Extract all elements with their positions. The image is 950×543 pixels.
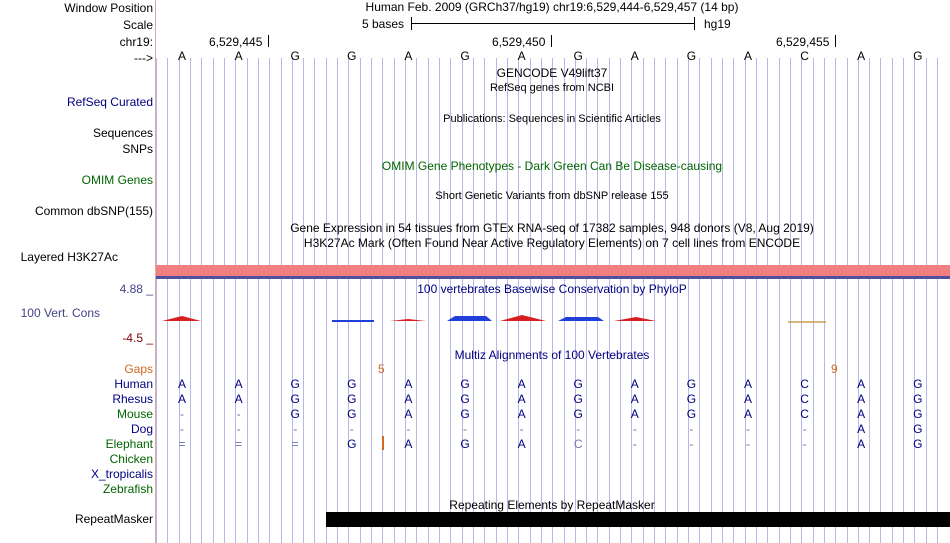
aligned-base: = <box>178 437 186 451</box>
aligned-base: G <box>686 377 697 391</box>
aligned-base: = <box>291 437 299 451</box>
aligned-base: G <box>573 407 583 421</box>
track-title-h3k27ac: H3K27Ac Mark (Often Found Near Active Regulatory Elements) on 7 cell lines from ENCODE <box>303 236 801 250</box>
h3k27ac-signal[interactable] <box>156 265 950 276</box>
aligned-base: G <box>290 377 300 391</box>
aligned-base: G <box>347 377 357 391</box>
aligned-base: A <box>517 407 526 421</box>
track-label-sequences[interactable]: Sequences <box>92 126 153 140</box>
species-label[interactable]: Rhesus <box>112 392 153 406</box>
aligned-base: A <box>630 392 639 406</box>
aligned-base: A <box>743 407 752 421</box>
aligned-base: G <box>347 407 357 421</box>
aligned-base: C <box>800 392 809 406</box>
species-label[interactable]: Zebrafish <box>102 482 153 496</box>
aligned-base: - <box>236 407 241 421</box>
track-label-gaps: Gaps <box>124 362 153 376</box>
reference-base: A <box>234 49 243 63</box>
species-label[interactable]: Elephant <box>105 437 153 451</box>
track-title-gencode: GENCODE V49lift37 <box>496 66 608 80</box>
phylop-signal[interactable] <box>0 300 950 330</box>
aligned-base: A <box>857 407 866 421</box>
aligned-base: G <box>913 377 923 391</box>
aligned-base: A <box>234 377 243 391</box>
species-label[interactable]: Dog <box>130 422 153 436</box>
scale-bar <box>411 23 695 24</box>
track-title-phylop: 100 vertebrates Basewise Conservation by PhyloP <box>417 282 687 296</box>
reference-base: A <box>743 49 752 63</box>
cons-max-label: 4.88 _ <box>119 282 153 296</box>
species-label[interactable]: Chicken <box>109 452 153 466</box>
aligned-base: A <box>404 407 413 421</box>
track-title-multiz: Multiz Alignments of 100 Vertebrates <box>454 348 650 362</box>
aligned-base: C <box>800 407 809 421</box>
aligned-base: G <box>913 392 923 406</box>
aligned-base: A <box>234 392 243 406</box>
aligned-base: A <box>630 377 639 391</box>
aligned-base: G <box>913 407 923 421</box>
cons-min-label: -4.5 _ <box>122 331 153 345</box>
aligned-base: = <box>235 437 243 451</box>
track-label-omim[interactable]: OMIM Genes <box>81 173 153 187</box>
coord-tick-label: 6,529,445 <box>209 35 263 49</box>
aligned-base: A <box>404 437 413 451</box>
track-label-h3k27ac[interactable]: Layered H3K27Ac <box>20 250 118 264</box>
aligned-base: C <box>573 437 583 451</box>
aligned-base: - <box>576 422 581 436</box>
aligned-base: A <box>857 437 866 451</box>
reference-base: A <box>177 49 186 63</box>
strand-label: ---> <box>134 51 153 65</box>
elephant-insertion-marker <box>382 436 384 450</box>
aligned-base: A <box>857 422 866 436</box>
track-label-cons[interactable]: 100 Vert. Cons <box>20 306 100 320</box>
reference-base: G <box>460 49 470 63</box>
coord-tick-mark <box>835 35 836 47</box>
aligned-base: - <box>293 422 298 436</box>
reference-base: A <box>404 49 413 63</box>
aligned-base: - <box>689 422 694 436</box>
aligned-base: - <box>746 422 750 436</box>
repeatmasker-element[interactable] <box>326 512 950 527</box>
track-label-repeatmasker[interactable]: RepeatMasker <box>74 512 153 526</box>
track-title-gtex: Gene Expression in 54 tissues from GTEx RNA-seq of 17382 samples, 948 donors (V8, Aug 2019) <box>290 221 814 235</box>
scale-length: 5 bases <box>362 17 405 31</box>
track-title-dbsnp: Short Genetic Variants from dbSNP release 155 <box>435 190 669 202</box>
species-label[interactable]: Human <box>114 377 153 391</box>
assembly-range-title: Human Feb. 2009 (GRCh37/hg19) chr19:6,529,444-6,529,457 (14 bp) <box>365 0 739 14</box>
gap-count: 5 <box>378 362 385 376</box>
species-label[interactable]: X_tropicalis <box>90 467 153 481</box>
aligned-base: A <box>630 407 639 421</box>
reference-base: A <box>857 49 866 63</box>
track-title-publications: Publications: Sequences in Scientific Articles <box>443 113 661 125</box>
reference-base: C <box>800 49 809 63</box>
aligned-base: - <box>349 422 354 436</box>
aligned-base: A <box>404 392 413 406</box>
coord-tick-label: 6,529,455 <box>776 35 830 49</box>
aligned-base: G <box>573 392 583 406</box>
track-label-dbsnp[interactable]: Common dbSNP(155) <box>34 204 153 218</box>
reference-base: A <box>517 49 526 63</box>
reference-base: G <box>347 49 357 63</box>
aligned-base: - <box>406 422 411 436</box>
aligned-base: G <box>686 407 697 421</box>
aligned-base: G <box>913 422 923 436</box>
reference-base: G <box>913 49 923 63</box>
reference-base: A <box>630 49 639 63</box>
coord-tick-mark <box>551 35 552 47</box>
coord-tick-mark <box>268 35 269 47</box>
track-title-refseq: RefSeq genes from NCBI <box>489 82 615 94</box>
aligned-base: G <box>290 407 300 421</box>
gap-count: 9 <box>831 362 838 376</box>
track-label-snps[interactable]: SNPs <box>122 142 153 156</box>
aligned-base: G <box>460 377 470 391</box>
reference-base: G <box>686 49 697 63</box>
aligned-base: G <box>347 392 357 406</box>
aligned-base: - <box>632 437 637 451</box>
window-position-label: Window Position <box>64 1 153 15</box>
aligned-base: - <box>519 422 524 436</box>
aligned-base: G <box>347 437 357 451</box>
reference-base: G <box>290 49 300 63</box>
scale-label: Scale <box>122 18 153 32</box>
aligned-base: A <box>517 392 526 406</box>
coord-tick-label: 6,529,450 <box>492 35 546 49</box>
aligned-base: - <box>180 407 184 421</box>
aligned-base: A <box>517 437 526 451</box>
aligned-base: - <box>632 422 637 436</box>
aligned-base: A <box>177 392 186 406</box>
track-title-repeatmasker: Repeating Elements by RepeatMasker <box>449 498 655 512</box>
aligned-base: G <box>460 392 470 406</box>
aligned-base: - <box>463 422 467 436</box>
reference-base: G <box>573 49 583 63</box>
h3k27ac-baseline <box>156 276 950 279</box>
chrom-label: chr19: <box>119 35 153 49</box>
aligned-base: A <box>857 377 866 391</box>
aligned-base: A <box>404 377 413 391</box>
aligned-base: - <box>180 422 184 436</box>
species-label[interactable]: Mouse <box>116 407 153 421</box>
aligned-base: - <box>746 437 750 451</box>
aligned-base: A <box>743 377 752 391</box>
aligned-base: C <box>800 377 809 391</box>
scale-assembly: hg19 <box>704 17 731 31</box>
track-title-omim: OMIM Gene Phenotypes - Dark Green Can Be Disease-causing <box>381 159 723 173</box>
aligned-base: G <box>290 392 300 406</box>
aligned-base: G <box>686 392 697 406</box>
aligned-base: - <box>802 437 807 451</box>
aligned-base: G <box>460 407 470 421</box>
aligned-base: - <box>236 422 241 436</box>
scale-bar-left-tick <box>411 17 412 30</box>
aligned-base: - <box>689 437 694 451</box>
aligned-base: G <box>460 437 470 451</box>
aligned-base: A <box>177 377 186 391</box>
track-label-refseq[interactable]: RefSeq Curated <box>66 95 153 109</box>
aligned-base: A <box>857 392 866 406</box>
aligned-base: A <box>743 392 752 406</box>
aligned-base: - <box>802 422 807 436</box>
scale-bar-right-tick <box>694 17 695 30</box>
aligned-base: G <box>573 377 583 391</box>
aligned-base: A <box>517 377 526 391</box>
aligned-base: G <box>913 437 923 451</box>
